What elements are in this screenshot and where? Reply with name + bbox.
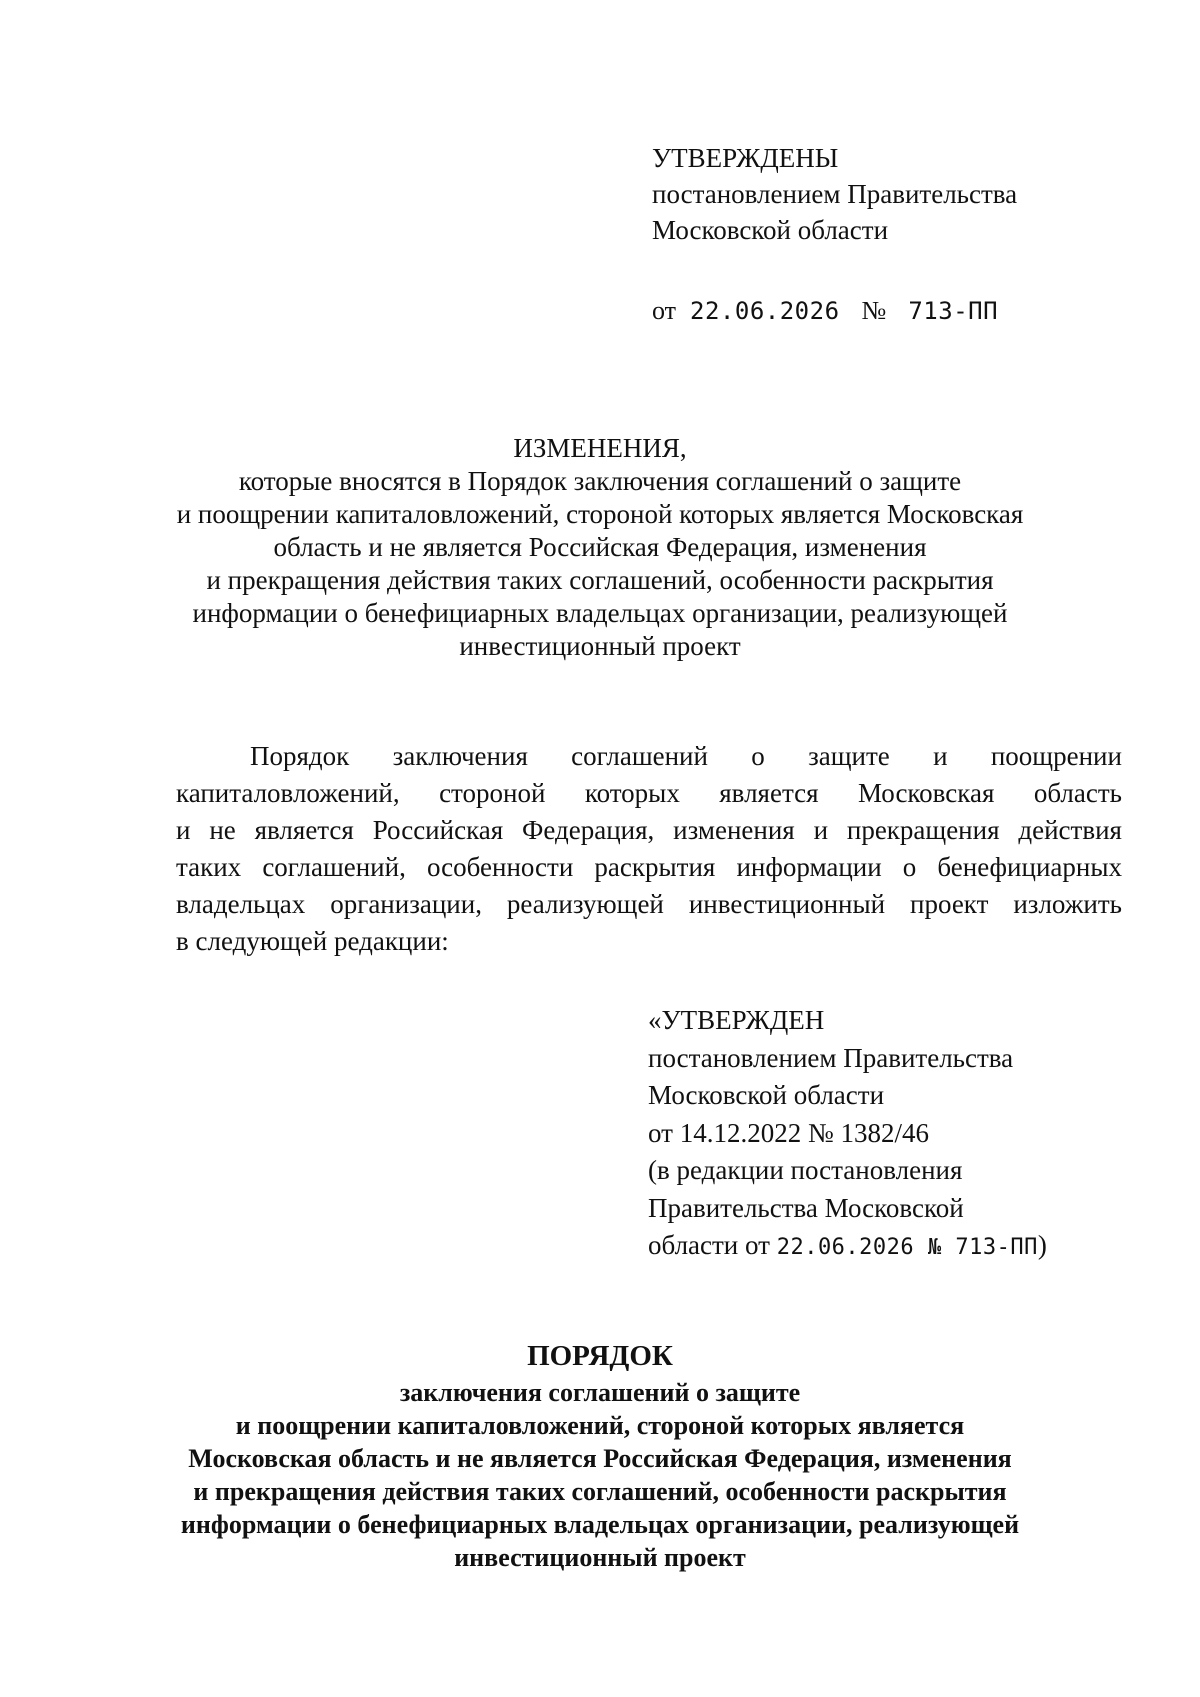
approval2-line: Московской области <box>648 1080 885 1110</box>
body-word: действия <box>1018 815 1122 845</box>
body-word: и <box>813 815 829 845</box>
approval-number: 713-ПП <box>908 297 999 325</box>
approval2-title: «УТВЕРЖДЕН <box>648 1005 825 1035</box>
body-word: Порядок <box>250 741 350 771</box>
order-line: и прекращения действия таких соглашений, особенности раскрытия <box>193 1477 1007 1506</box>
body-word: поощрении <box>990 741 1122 771</box>
body-line <box>176 775 1122 812</box>
body-word: Московская <box>857 778 995 808</box>
order-heading: ПОРЯДОК <box>527 1340 673 1372</box>
body-word: владельцах <box>176 889 306 919</box>
body-word: Российская <box>372 815 504 845</box>
body-word: не <box>209 815 236 845</box>
approval-title: УТВЕРЖДЕНЫ <box>652 143 839 173</box>
body-word: особенности <box>426 852 574 882</box>
order-line: Московская область и не является Российская Федерация, изменения <box>188 1444 1012 1473</box>
body-word: организации, <box>330 889 482 919</box>
body-word: капиталовложений, <box>176 778 400 808</box>
body-line <box>176 849 1122 886</box>
approval2-last-line <box>648 1227 1047 1267</box>
approval-line: Московской области <box>652 215 889 245</box>
body-word: соглашений, <box>262 852 406 882</box>
body-word: Федерация, <box>522 815 655 845</box>
body-word: и <box>176 815 191 845</box>
body-paragraph <box>176 738 1122 960</box>
approval2-line: (в редакции постановления <box>648 1155 963 1185</box>
body-word: о <box>902 852 917 882</box>
body-word: заключения <box>392 741 528 771</box>
body-line <box>176 923 1122 960</box>
changes-line: инвестиционный проект <box>459 631 741 661</box>
approval2-last-suffix: ) <box>1037 1230 1047 1260</box>
changes-line: и прекращения действия таких соглашений, особенности раскрытия <box>206 565 994 595</box>
body-word: инвестиционный <box>688 889 886 919</box>
body-word: область <box>1033 778 1122 808</box>
body-word: бенефициарных <box>937 852 1122 882</box>
body-word: раскрытия <box>594 852 716 882</box>
approval2-line: Правительства Московской <box>648 1192 964 1223</box>
approval-block <box>652 140 1017 248</box>
changes-line: область и не является Российская Федерация, изменения <box>273 532 927 562</box>
body-line <box>176 886 1122 923</box>
body-word: является <box>719 778 819 808</box>
approval2-last-prefix: области от <box>648 1230 777 1260</box>
body-word: таких <box>176 852 242 882</box>
number-sign: № <box>861 296 887 325</box>
body-word: информации <box>736 852 882 882</box>
body-word: защите <box>808 741 890 771</box>
approval-block-revision <box>648 1002 1047 1267</box>
approval-line: постановлением Правительства <box>652 179 1018 209</box>
body-word: в следующей редакции: <box>176 926 449 956</box>
order-line: инвестиционный проект <box>454 1543 746 1572</box>
body-word: и <box>933 741 948 771</box>
changes-line: и поощрении капиталовложений, стороной которых является Московская <box>176 499 1024 529</box>
changes-heading: ИЗМЕНЕНИЯ, <box>513 433 687 463</box>
from-label: от <box>652 296 677 325</box>
order-title <box>150 1340 1050 1574</box>
body-word: о <box>751 741 765 771</box>
changes-title <box>150 432 1050 663</box>
body-line <box>176 738 1122 775</box>
body-word: проект <box>910 889 989 919</box>
body-word: прекращения <box>846 815 1000 845</box>
changes-line: информации о бенефициарных владельцах организации, реализующей <box>192 598 1008 628</box>
approval2-line: от 14.12.2022 № 1382/46 <box>648 1117 929 1148</box>
order-line: заключения соглашений о защите <box>399 1378 801 1407</box>
order-line: и поощрении капиталовложений, стороной которых является <box>235 1411 965 1440</box>
body-word: которых <box>584 778 680 808</box>
approval-date: 22.06.2026 <box>690 297 840 325</box>
body-word: соглашений <box>571 741 708 771</box>
body-line <box>176 812 1122 849</box>
body-word: стороной <box>439 778 546 808</box>
body-word: изменения <box>673 815 795 845</box>
body-word: реализующей <box>506 889 664 919</box>
approval2-line: постановлением Правительства <box>648 1042 1014 1073</box>
approval-date-number <box>652 296 998 326</box>
approval2-stamp: 22.06.2026 № 713-ПП <box>776 1235 1038 1260</box>
body-word: изложить <box>1013 889 1122 919</box>
changes-line: которые вносятся в Порядок заключения соглашений о защите <box>238 466 962 496</box>
body-word: является <box>254 815 354 845</box>
order-line: информации о бенефициарных владельцах организации, реализующей <box>180 1510 1020 1539</box>
